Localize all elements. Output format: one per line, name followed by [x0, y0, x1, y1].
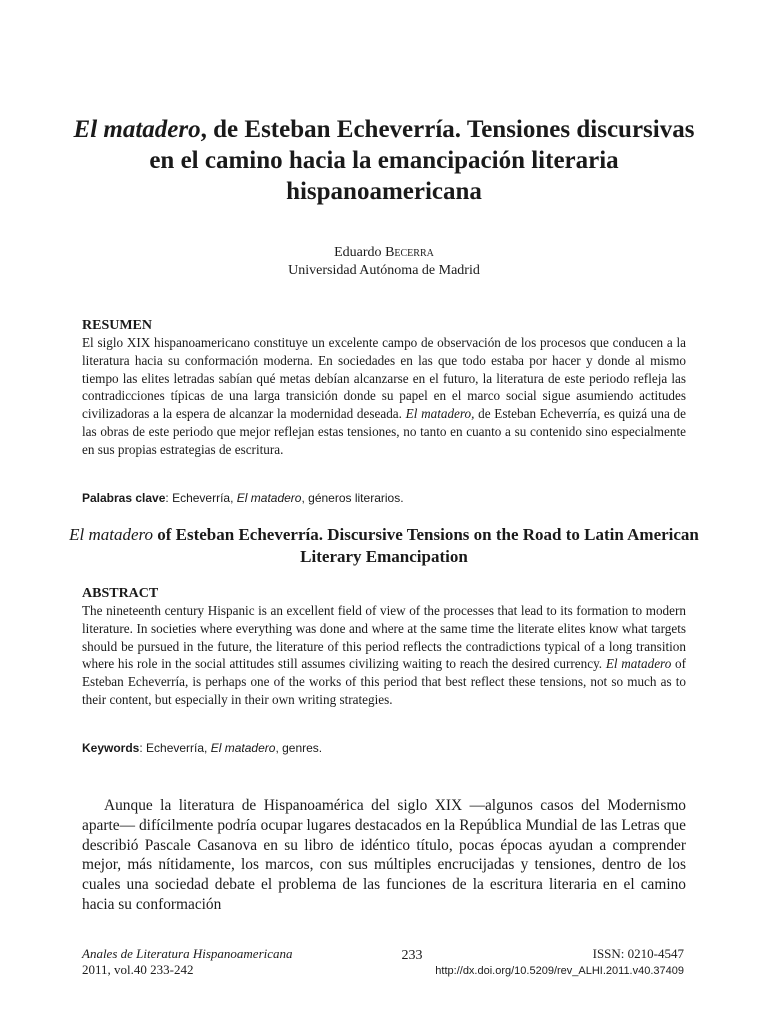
footer-issn: ISSN: 0210-4547: [592, 946, 684, 961]
keywords-label: Keywords: [82, 741, 140, 755]
footer-volume: 2011, vol.40 233-242: [82, 962, 194, 977]
body-paragraph: Aunque la literatura de Hispanoamérica del siglo XIX ―algunos casos del Modernismo aparte― difícilmente podría ocupar lugares destacados en la República Mundial de las Letras que describió Pascale Casanova en su libro de idéntico título, pocas épocas ayudan a comprender mejor, más nítidamente, los marcos, con sus múltiples encrucijadas y tensiones, dentro de los cuales una sociedad debate el problema de las funciones de la escritura literaria en el camino hacia su conformación: [82, 797, 686, 913]
page-number: 233: [401, 948, 423, 963]
english-title: [60, 524, 708, 568]
keywords: [82, 740, 322, 756]
palabras-clave-italic: El matadero: [236, 491, 302, 505]
resumen-text-2: de Esteban Echeverría, es quizá una de las obras de este periodo que mejor reflejan estas tensiones, no tanto en cuanto a su contenido sino especialmente en sus propias estrategias de escritura.: [82, 406, 686, 457]
title-rest: , de Esteban Echeverría. Tensiones discursivas en el camino hacia la emancipación literaria hispanoamericana: [149, 116, 695, 205]
author-first: Eduardo: [334, 245, 386, 260]
title-italic: El matadero: [73, 116, 201, 143]
keywords-rest: , genres.: [275, 741, 323, 755]
resumen-text: [82, 334, 686, 459]
english-title-italic: El matadero: [69, 525, 153, 544]
palabras-clave-sep: : Echeverría,: [165, 491, 237, 505]
abstract-text: [82, 602, 686, 709]
abstract-heading: ABSTRACT: [82, 586, 159, 601]
abstract-text-2: of Esteban Echeverría, is perhaps one of the works of this period that best reflect these tensions, not so much as to their content, but especially in their own writing strategies.: [82, 656, 686, 707]
author-affiliation: Universidad Autónoma de Madrid: [288, 263, 480, 278]
footer-journal: Anales de Literatura Hispanoamericana: [82, 946, 293, 961]
author-name: [0, 244, 768, 262]
resumen-text-italic: El matadero,: [405, 406, 475, 422]
keywords-sep: : Echeverría,: [139, 741, 211, 755]
palabras-clave-label: Palabras clave: [82, 491, 166, 505]
palabras-clave-rest: , géneros literarios.: [301, 491, 404, 505]
article-title: [60, 114, 708, 207]
author-last: Becerra: [385, 245, 434, 260]
english-title-rest: of Esteban Echeverría. Discursive Tensions on the Road to Latin American Literary Emancipation: [152, 525, 699, 566]
abstract-text-italic: El matadero: [605, 656, 672, 672]
palabras-clave: [82, 490, 404, 506]
keywords-italic: El matadero: [210, 741, 276, 755]
footer-doi[interactable]: http://dx.doi.org/10.5209/rev_ALHI.2011.v40.37409: [435, 965, 684, 977]
resumen-heading: RESUMEN: [82, 318, 153, 333]
abstract-text-1: The nineteenth century Hispanic is an excellent field of view of the processes that lead to its formation to modern literature. In societies where everything was done and where at the same time the literate elites know what targets should be pursued in the future, the literature of this period reflects the contradictions typical of a long transition where his role in the social attitudes still assumes civilizing waiting to reach the desired currency.: [82, 603, 686, 672]
resumen-text-1: El siglo XIX hispanoamericano constituye un excelente campo de observación de los procesos que conducen a la literatura hacia su conformación moderna. En sociedades en las que todo estaba por hacer y donde al mismo tiempo las elites letradas sabían qué metas debían alcanzarse en el futuro, la literatura de este periodo refleja las contradicciones típicas de una larga transición donde su papel en el marco social sigue asumiendo actitudes civilizadoras a la espera de alcanzar la modernidad deseada.: [82, 335, 686, 422]
